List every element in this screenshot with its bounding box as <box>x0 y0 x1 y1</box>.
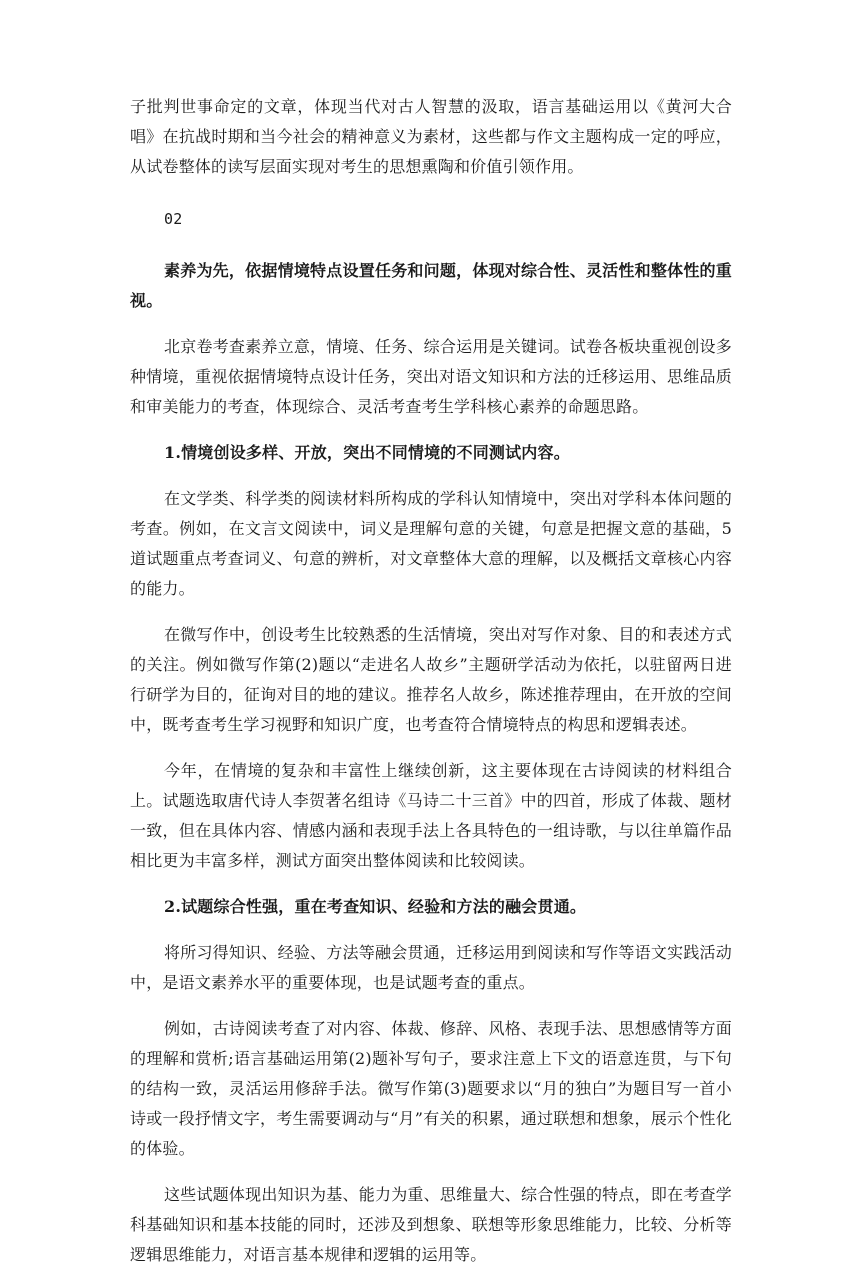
paragraph-examples: 例如，古诗阅读考查了对内容、体裁、修辞、风格、表现手法、思想感情等方面的理解和赏析;语言基础运用第(2)题补写句子，要求注意上下文的语意连贯，与下句的结构一致，灵活运用修辞手法。微写作第(3)题要求以“月的独白”为题目写一首小诗或一段抒情文字，考生需要调动与“月”有关的积累，通过联想和想象，展示个性化的体验。 <box>130 1019 732 1158</box>
paragraph-intro: 子批判世事命定的文章，体现当代对古人智慧的汲取，语言基础运用以《黄河大合唱》在抗战时期和当今社会的精神意义为素材，这些都与作文主题构成一定的呼应，从试卷整体的读写层面实现对考生的思想熏陶和价值引领作用。 <box>130 97 732 176</box>
paragraph-conclusion: 这些试题体现出知识为基、能力为重、思维量大、综合性强的特点，即在考查学科基础知识和基本技能的同时，还涉及到想象、联想等形象思维能力，比较、分析等逻辑思维能力，对语言基本规律和逻辑的运用等。 <box>130 1185 732 1264</box>
subheading-integration: 2.试题综合性强，重在考查知识、经验和方法的融会贯通。 <box>164 897 587 916</box>
paragraph-integration: 将所习得知识、经验、方法等融会贯通，迁移运用到阅读和写作等语文实践活动中，是语文素养水平的重要体现，也是试题考查的重点。 <box>130 943 732 992</box>
paragraph-reading-example: 在文学类、科学类的阅读材料所构成的学科认知情境中，突出对学科本体问题的考查。例如，在文言文阅读中，词义是理解句意的关键，句意是把握文意的基础，5 道试题重点考查词义、句意的辨析，对文章整体大意的理解，以及概括文章核心内容的能力。 <box>130 489 732 598</box>
paragraph-poetry-reading: 今年，在情境的复杂和丰富性上继续创新，这主要体现在古诗阅读的材料组合上。试题选取唐代诗人李贺著名组诗《马诗二十三首》中的四首，形成了体裁、题材一致，但在具体内容、情感内涵和表现手法上各具特色的一组诗歌，与以往单篇作品相比更为丰富多样，测试方面突出整体阅读和比较阅读。 <box>130 761 732 870</box>
paragraph-overview: 北京卷考查素养立意，情境、任务、综合运用是关键词。试卷各板块重视创设多种情境，重视依据情境特点设计任务，突出对语文知识和方法的迁移运用、思维品质和审美能力的考查，体现综合、灵活考查考生学科核心素养的命题思路。 <box>130 337 732 416</box>
section-number: 02 <box>164 210 183 228</box>
document-body <box>130 92 732 1270</box>
paragraph-micro-writing: 在微写作中，创设考生比较熟悉的生活情境，突出对写作对象、目的和表述方式的关注。例如微写作第(2)题以“走进名人故乡”主题研学活动为依托，以驻留两日进行研学为目的，征询对目的地的建议。推荐名人故乡，陈述推荐理由，在开放的空间中，既考查考生学习视野和知识广度，也考查符合情境特点的构思和逻辑表述。 <box>130 625 732 734</box>
subheading-situation: 1.情境创设多样、开放，突出不同情境的不同测试内容。 <box>164 443 570 462</box>
section-heading: 素养为先，依据情境特点设置任务和问题，体现对综合性、灵活性和整体性的重视。 <box>130 261 732 310</box>
